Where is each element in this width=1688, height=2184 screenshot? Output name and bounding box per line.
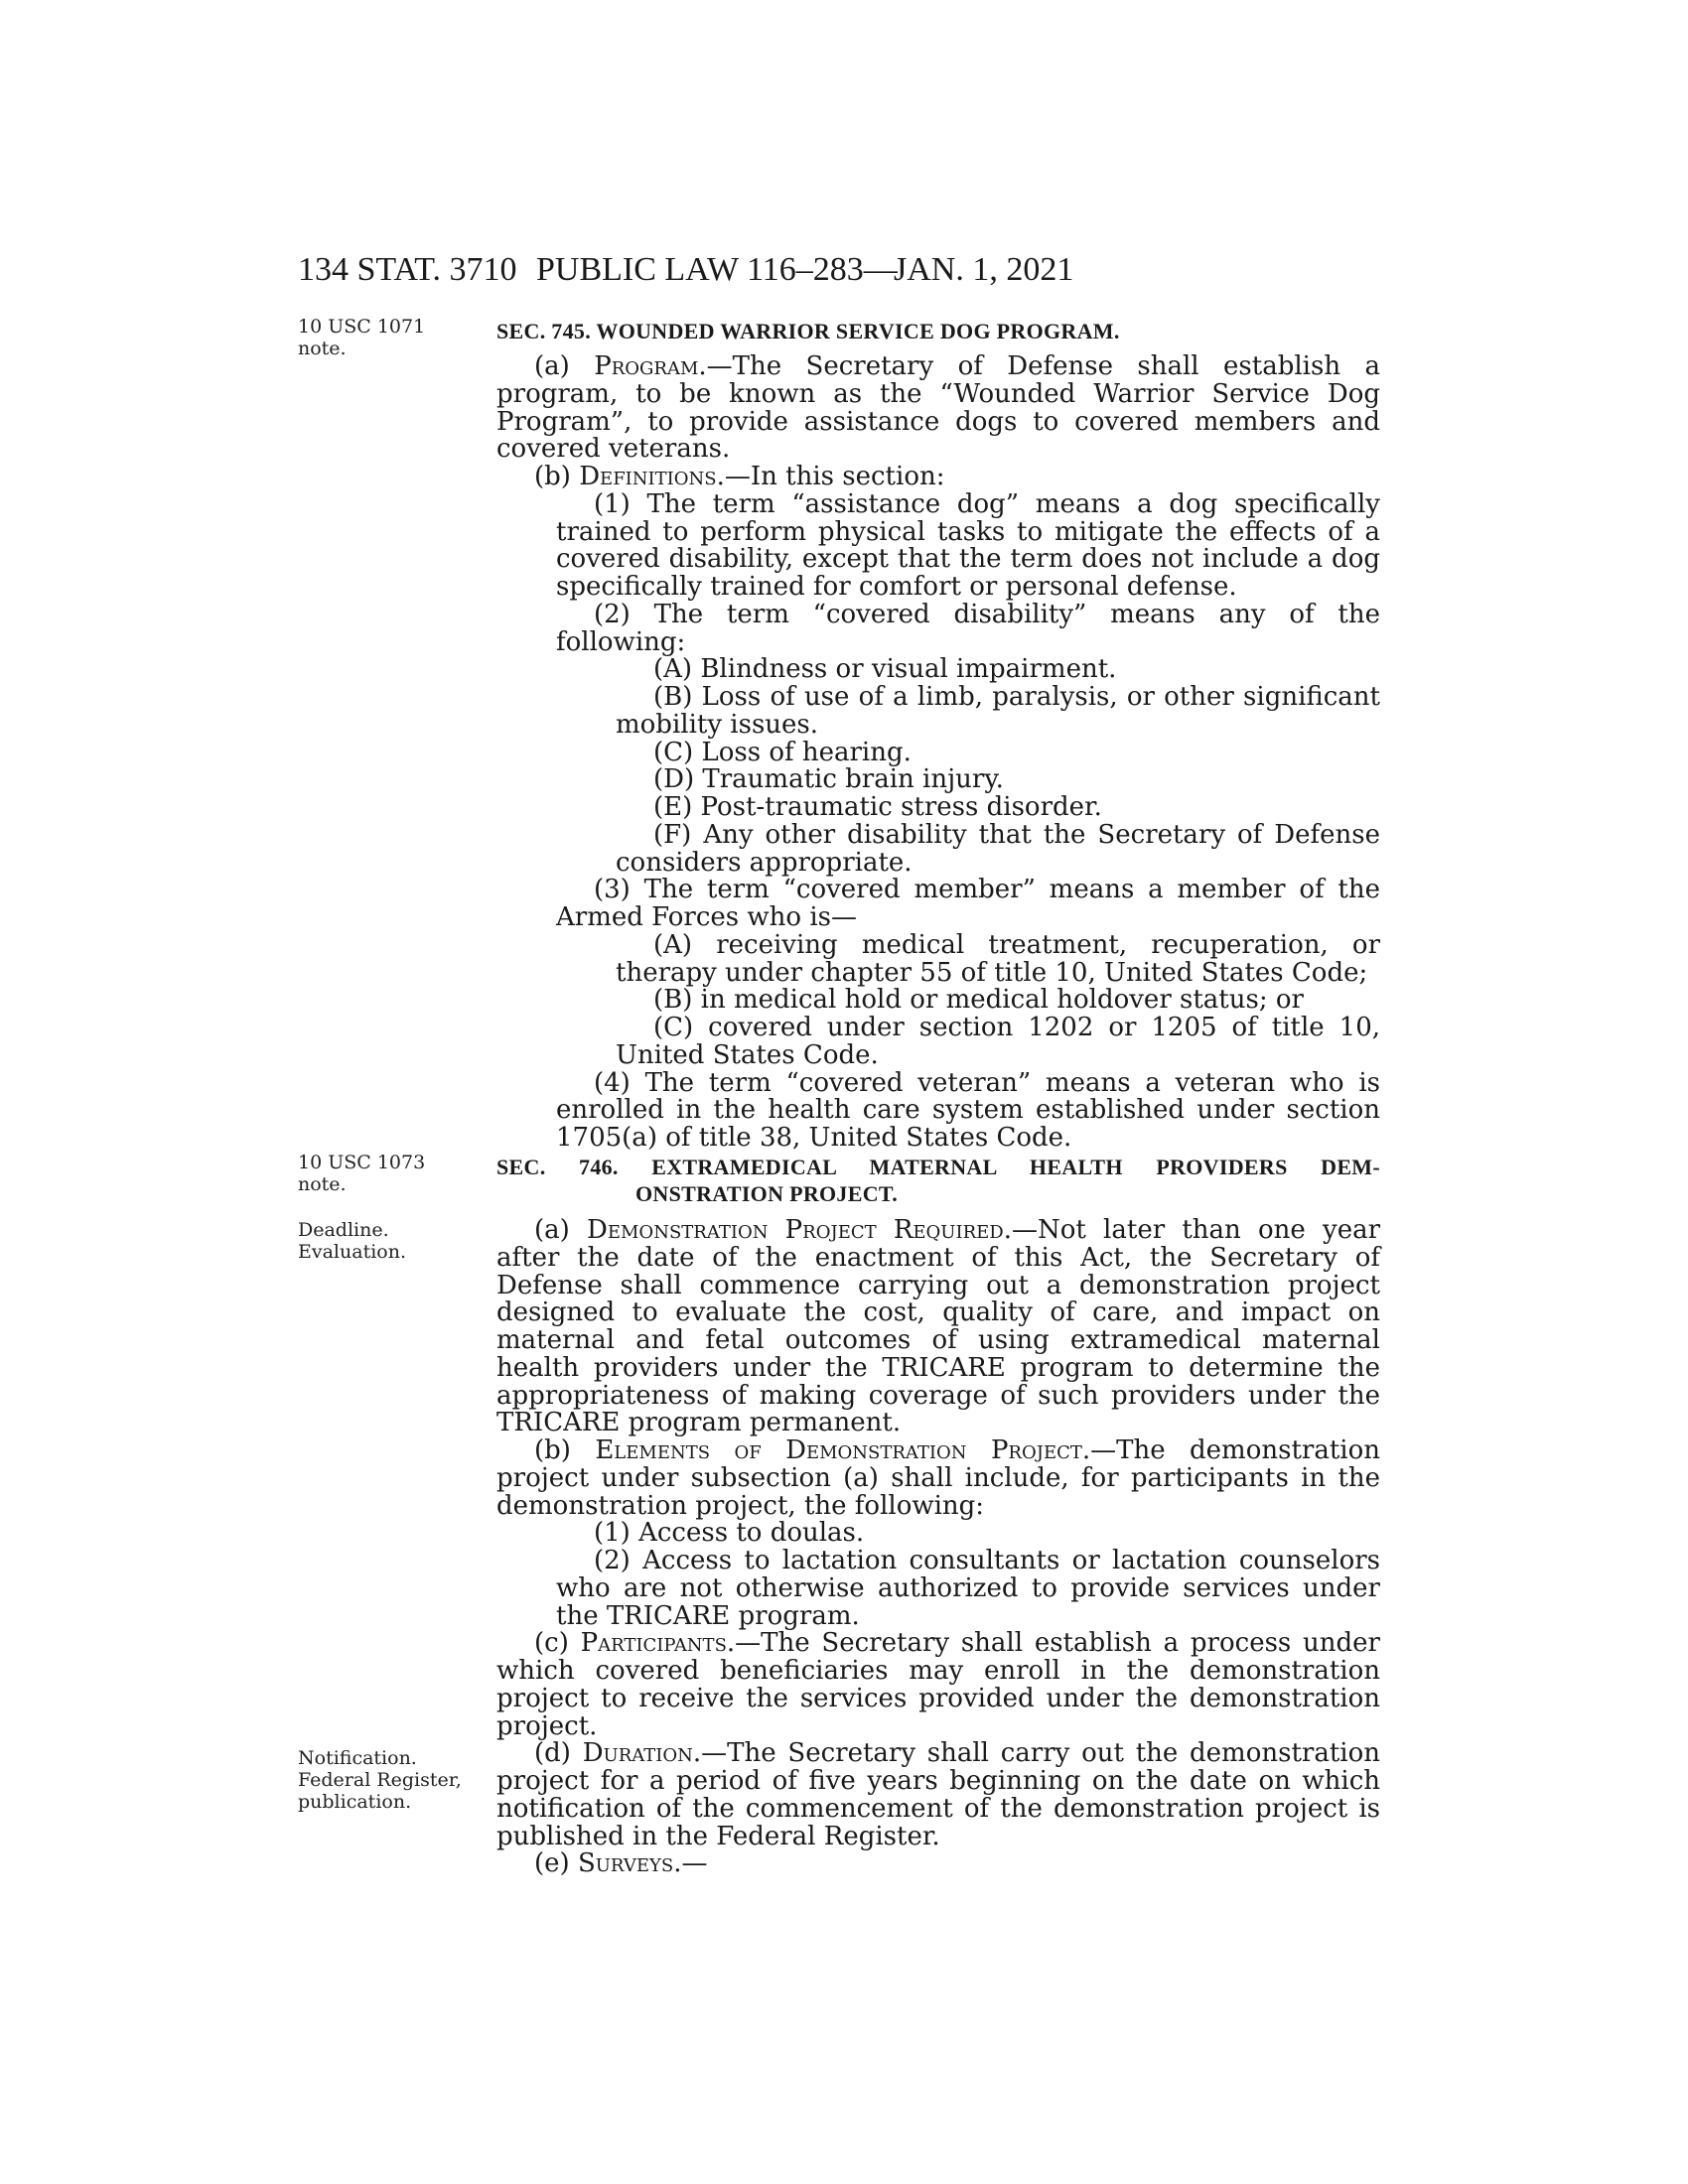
paragraph-746-b2: (2) Access to lactation consultants or lactation counselors who are not otherwise authorized to provide services under the TRICARE program. xyxy=(556,1546,1380,1631)
section-745-heading-text: SEC. 745. WOUNDED WARRIOR SERVICE DOG PROGRAM. xyxy=(496,319,1120,343)
subparagraph-745-b3C: (C) covered under section 1202 or 1205 of title 10, United States Code. xyxy=(616,1013,1380,1070)
margin-note-sec746 xyxy=(298,1152,472,1195)
subsection-label: (a) xyxy=(534,351,595,381)
section-745-body xyxy=(496,353,1380,1153)
subparagraph-745-b2E: (E) Post-traumatic stress disorder. xyxy=(653,792,1102,822)
margin-note-evaluation: Evaluation. xyxy=(298,1241,406,1263)
margin-note-note: note. xyxy=(298,1173,347,1195)
section-745-heading xyxy=(496,318,1380,344)
section-746-body xyxy=(496,1217,1380,1878)
section-746-heading-line2: ONSTRATION PROJECT. xyxy=(635,1181,899,1206)
subsection-heading: Demonstration Project Required xyxy=(587,1215,1004,1245)
paragraph-745-b1: (1) The term “assistance dog” means a dog specifically trained to perform physical tasks to mitigate the effects of a covered disability, except that the term does not include a dog specifically trained for comfort or personal defense. xyxy=(556,488,1380,602)
subsection-label: (d) xyxy=(534,1738,583,1769)
margin-note-note: note. xyxy=(298,338,347,359)
subparagraph-745-b3B: (B) in medical hold or medical holdover status; or xyxy=(653,985,1304,1016)
margin-note-federal-register: Federal Register, xyxy=(298,1769,462,1791)
paragraph-745-b3: (3) The term “covered member” means a member of the Armed Forces who is— xyxy=(556,875,1380,932)
subparagraph-745-b2B: (B) Loss of use of a limb, paralysis, or other significant mobility issues. xyxy=(616,682,1380,740)
subsection-text: .—The Secretary shall carry out the demonstration project for a period of five years beginning on the date on which notification of the commencement of the demonstration project is published in the Federal Register. xyxy=(496,1738,1380,1851)
paragraph-745-b4: (4) The term “covered veteran” means a veteran who is enrolled in the health care system established under section 1705(a) of title 38, United States Code. xyxy=(556,1067,1380,1153)
margin-note-deadline-evaluation xyxy=(298,1219,472,1263)
subsection-label: (e) xyxy=(534,1848,578,1879)
paragraph-746-b1: (1) Access to doulas. xyxy=(594,1518,865,1549)
section-746-heading-line1: SEC. 746. EXTRAMEDICAL MATERNAL HEALTH PROVIDERS DEM- xyxy=(496,1155,1380,1179)
margin-note-usc: 10 USC 1071 xyxy=(298,316,426,338)
subsection-heading: Duration xyxy=(582,1738,693,1769)
section-746-heading xyxy=(496,1154,1380,1207)
margin-note-notification-line: Notification. xyxy=(298,1747,417,1769)
subsection-text: .—The Secretary shall establish a process under which covered beneficiaries may enroll in the demonstration project to receive the services provided under the demonstration project. xyxy=(496,1628,1380,1741)
subparagraph-745-b2C: (C) Loss of hearing. xyxy=(653,737,912,767)
subsection-746-d xyxy=(496,1740,1380,1850)
subsection-746-e xyxy=(496,1850,1380,1878)
subsection-746-b xyxy=(496,1437,1380,1520)
page-header xyxy=(298,248,1291,292)
subsection-heading: Elements of Demonstration Project xyxy=(595,1435,1082,1465)
margin-note-publication: publication. xyxy=(298,1791,412,1813)
subsection-746-a xyxy=(496,1217,1380,1437)
subsection-745-b xyxy=(496,464,1380,491)
subparagraph-745-b2A: (A) Blindness or visual impairment. xyxy=(653,654,1117,685)
margin-note-notification xyxy=(298,1747,472,1813)
subsection-text: .— xyxy=(673,1848,708,1879)
stat-page-number: 134 STAT. 3710 xyxy=(298,251,517,288)
subsection-heading: Definitions xyxy=(579,462,717,491)
subsection-745-a xyxy=(496,353,1380,464)
subsection-label: (b) xyxy=(534,462,580,491)
margin-note-sec745 xyxy=(298,316,472,359)
public-law-title: PUBLIC LAW 116–283— xyxy=(536,251,898,288)
paragraph-745-b2: (2) The term “covered disability” means any of the following: xyxy=(556,599,1380,657)
subsection-text: .—The demonstration project under subsection (a) shall include, for participants in the demonstration project, the following: xyxy=(496,1435,1380,1521)
subsection-label: (a) xyxy=(534,1215,588,1245)
subsection-heading: Participants xyxy=(580,1628,727,1659)
subparagraph-745-b2F: (F) Any other disability that the Secretary of Defense considers appropriate. xyxy=(616,819,1380,878)
subsection-746-c xyxy=(496,1630,1380,1740)
subsection-text: .—The Secretary of Defense shall establish a program, to be known as the “Wounded Warrior Service Dog Program”, to provide assistance dogs to covered members and covered veterans. xyxy=(496,351,1380,465)
subsection-heading: Program xyxy=(594,351,699,381)
subsection-label: (c) xyxy=(534,1628,581,1659)
subsection-label: (b) xyxy=(534,1435,596,1465)
subsection-heading: Surveys xyxy=(577,1848,674,1879)
margin-note-usc: 10 USC 1073 xyxy=(298,1152,426,1173)
subparagraph-745-b2D: (D) Traumatic brain injury. xyxy=(653,764,1004,795)
margin-note-deadline: Deadline. xyxy=(298,1219,389,1241)
subparagraph-745-b3A: (A) receiving medical treatment, recuperation, or therapy under chapter 55 of title 10, United States Code; xyxy=(616,929,1380,988)
subsection-text: .—Not later than one year after the date of the enactment of this Act, the Secretary of Defense shall commence carrying out a demonstration project designed to evaluate the cost, quality of care, and impact on maternal and fetal outcomes of using extramedical maternal health providers under the TRICARE program to determine the appropriateness of making coverage of such providers under the TRICARE program permanent. xyxy=(496,1215,1381,1438)
subsection-text: .—In this section: xyxy=(716,462,945,491)
public-law-date: JAN. 1, 2021 xyxy=(894,251,1074,288)
